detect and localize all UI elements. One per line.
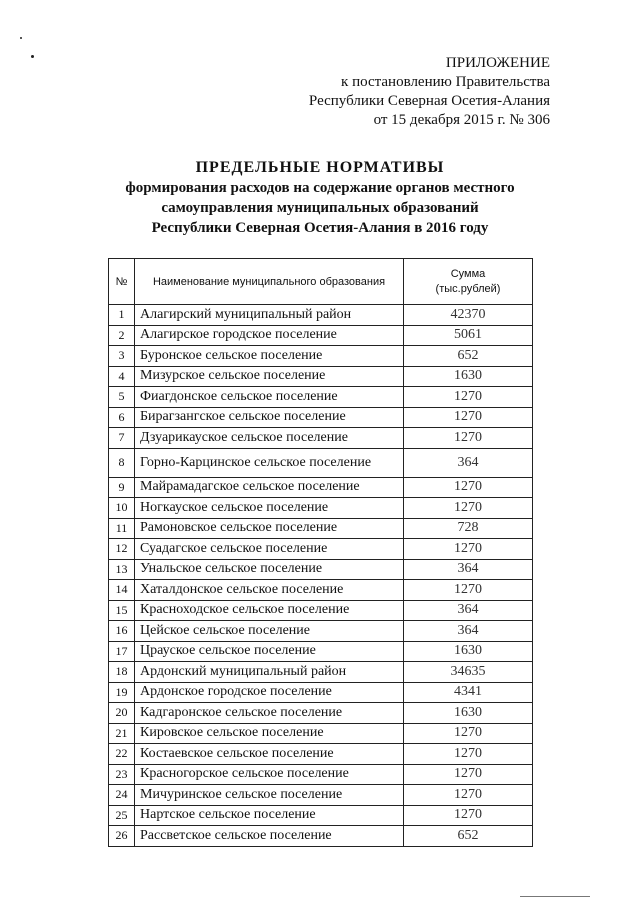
scan-speck <box>20 37 22 39</box>
cell-sum: 1270 <box>404 580 533 601</box>
cell-sum: 364 <box>404 448 533 477</box>
title-line-2: формирования расходов на содержание органов местного <box>125 180 515 196</box>
cell-num: 25 <box>109 805 135 826</box>
header-sum <box>404 259 533 305</box>
cell-num: 18 <box>109 662 135 683</box>
cell-sum: 652 <box>404 826 533 847</box>
cell-name: Кировское сельское поселение <box>135 723 404 744</box>
cell-sum: 34635 <box>404 662 533 683</box>
table-row <box>109 744 533 765</box>
norms-table <box>108 258 533 847</box>
appendix-reference: к постановлению Правительства <box>341 74 550 90</box>
cell-sum: 1270 <box>404 744 533 765</box>
scan-speck <box>31 55 34 58</box>
cell-sum: 4341 <box>404 682 533 703</box>
table-row <box>109 498 533 519</box>
cell-name: Ардонский муниципальный район <box>135 662 404 683</box>
table-row <box>109 387 533 408</box>
cell-name: Алагирский муниципальный район <box>135 305 404 326</box>
cell-sum: 364 <box>404 621 533 642</box>
cell-name: Костаевское сельское поселение <box>135 744 404 765</box>
cell-name: Майрамадагское сельское поселение <box>135 477 404 498</box>
cell-sum: 1270 <box>404 498 533 519</box>
cell-num: 26 <box>109 826 135 847</box>
table-row <box>109 682 533 703</box>
cell-name: Рамоновское сельское поселение <box>135 518 404 539</box>
table-row <box>109 366 533 387</box>
page-edge-mark <box>520 896 590 897</box>
cell-num: 24 <box>109 785 135 806</box>
header-sum-text: Сумма (тыс.рублей) <box>435 267 501 295</box>
table-row <box>109 703 533 724</box>
cell-name: Бирагзангское сельское поселение <box>135 407 404 428</box>
cell-name: Кадгаронское сельское поселение <box>135 703 404 724</box>
cell-num: 2 <box>109 325 135 346</box>
cell-num: 6 <box>109 407 135 428</box>
cell-num: 12 <box>109 539 135 560</box>
cell-num: 13 <box>109 559 135 580</box>
cell-num: 11 <box>109 518 135 539</box>
cell-sum: 42370 <box>404 305 533 326</box>
table-row <box>109 764 533 785</box>
table-row <box>109 559 533 580</box>
cell-name: Рассветское сельское поселение <box>135 826 404 847</box>
cell-name: Алагирское городское поселение <box>135 325 404 346</box>
cell-name: Ногкауское сельское поселение <box>135 498 404 519</box>
cell-num: 4 <box>109 366 135 387</box>
cell-num: 15 <box>109 600 135 621</box>
cell-sum: 1270 <box>404 407 533 428</box>
table-row <box>109 805 533 826</box>
table-row <box>109 407 533 428</box>
table-row <box>109 448 533 477</box>
cell-num: 17 <box>109 641 135 662</box>
cell-num: 8 <box>109 448 135 477</box>
cell-sum: 1630 <box>404 366 533 387</box>
table-row <box>109 477 533 498</box>
cell-num: 23 <box>109 764 135 785</box>
table-row <box>109 518 533 539</box>
cell-sum: 1270 <box>404 805 533 826</box>
cell-name: Мизурское сельское поселение <box>135 366 404 387</box>
title-main: ПРЕДЕЛЬНЫЕ НОРМАТИВЫ <box>195 159 445 176</box>
cell-num: 9 <box>109 477 135 498</box>
cell-num: 3 <box>109 346 135 367</box>
cell-sum: 1270 <box>404 764 533 785</box>
cell-sum: 652 <box>404 346 533 367</box>
cell-sum: 1270 <box>404 387 533 408</box>
cell-sum: 1270 <box>404 428 533 449</box>
table-row <box>109 305 533 326</box>
header-name: Наименование муниципального образования <box>135 259 404 305</box>
table-row <box>109 826 533 847</box>
cell-sum: 364 <box>404 600 533 621</box>
table-header-row <box>109 259 533 305</box>
appendix-date-number: от 15 декабря 2015 г. № 306 <box>373 112 550 128</box>
appendix-block <box>309 54 550 130</box>
cell-name: Хаталдонское сельское поселение <box>135 580 404 601</box>
appendix-heading: ПРИЛОЖЕНИЕ <box>445 55 550 71</box>
cell-name: Цейское сельское поселение <box>135 621 404 642</box>
cell-sum: 728 <box>404 518 533 539</box>
cell-num: 16 <box>109 621 135 642</box>
table-row <box>109 785 533 806</box>
table-row <box>109 621 533 642</box>
cell-name: Суадагское сельское поселение <box>135 539 404 560</box>
cell-num: 5 <box>109 387 135 408</box>
cell-name: Црауское сельское поселение <box>135 641 404 662</box>
cell-name: Красногорское сельское поселение <box>135 764 404 785</box>
cell-num: 1 <box>109 305 135 326</box>
table-row <box>109 600 533 621</box>
cell-num: 22 <box>109 744 135 765</box>
cell-sum: 1270 <box>404 723 533 744</box>
cell-name: Нартское сельское поселение <box>135 805 404 826</box>
table-row <box>109 539 533 560</box>
cell-sum: 5061 <box>404 325 533 346</box>
cell-name: Красноходское сельское поселение <box>135 600 404 621</box>
cell-num: 19 <box>109 682 135 703</box>
cell-name: Ардонское городское поселение <box>135 682 404 703</box>
cell-num: 7 <box>109 428 135 449</box>
cell-sum: 1270 <box>404 477 533 498</box>
cell-num: 20 <box>109 703 135 724</box>
cell-name: Фиагдонское сельское поселение <box>135 387 404 408</box>
table-body <box>109 305 533 847</box>
cell-num: 14 <box>109 580 135 601</box>
table-row <box>109 346 533 367</box>
cell-name: Унальское сельское поселение <box>135 559 404 580</box>
appendix-republic: Республики Северная Осетия-Алания <box>308 93 550 109</box>
table-row <box>109 428 533 449</box>
cell-sum: 1630 <box>404 703 533 724</box>
document-title <box>0 158 640 238</box>
cell-name: Дзуарикауское сельское поселение <box>135 428 404 449</box>
table-row <box>109 662 533 683</box>
cell-sum: 1270 <box>404 539 533 560</box>
table-row <box>109 723 533 744</box>
cell-name: Мичуринское сельское поселение <box>135 785 404 806</box>
header-number: № <box>109 259 135 305</box>
table-row <box>109 325 533 346</box>
cell-sum: 364 <box>404 559 533 580</box>
table-row <box>109 580 533 601</box>
cell-name: Буронское сельское поселение <box>135 346 404 367</box>
cell-num: 21 <box>109 723 135 744</box>
table-row <box>109 641 533 662</box>
cell-num: 10 <box>109 498 135 519</box>
title-line-4: Республики Северная Осетия-Алания в 2016 году <box>151 220 489 236</box>
cell-name: Горно-Карцинское сельское поселение <box>135 448 404 477</box>
title-line-3: самоуправления муниципальных образований <box>161 200 479 216</box>
cell-sum: 1630 <box>404 641 533 662</box>
cell-sum: 1270 <box>404 785 533 806</box>
